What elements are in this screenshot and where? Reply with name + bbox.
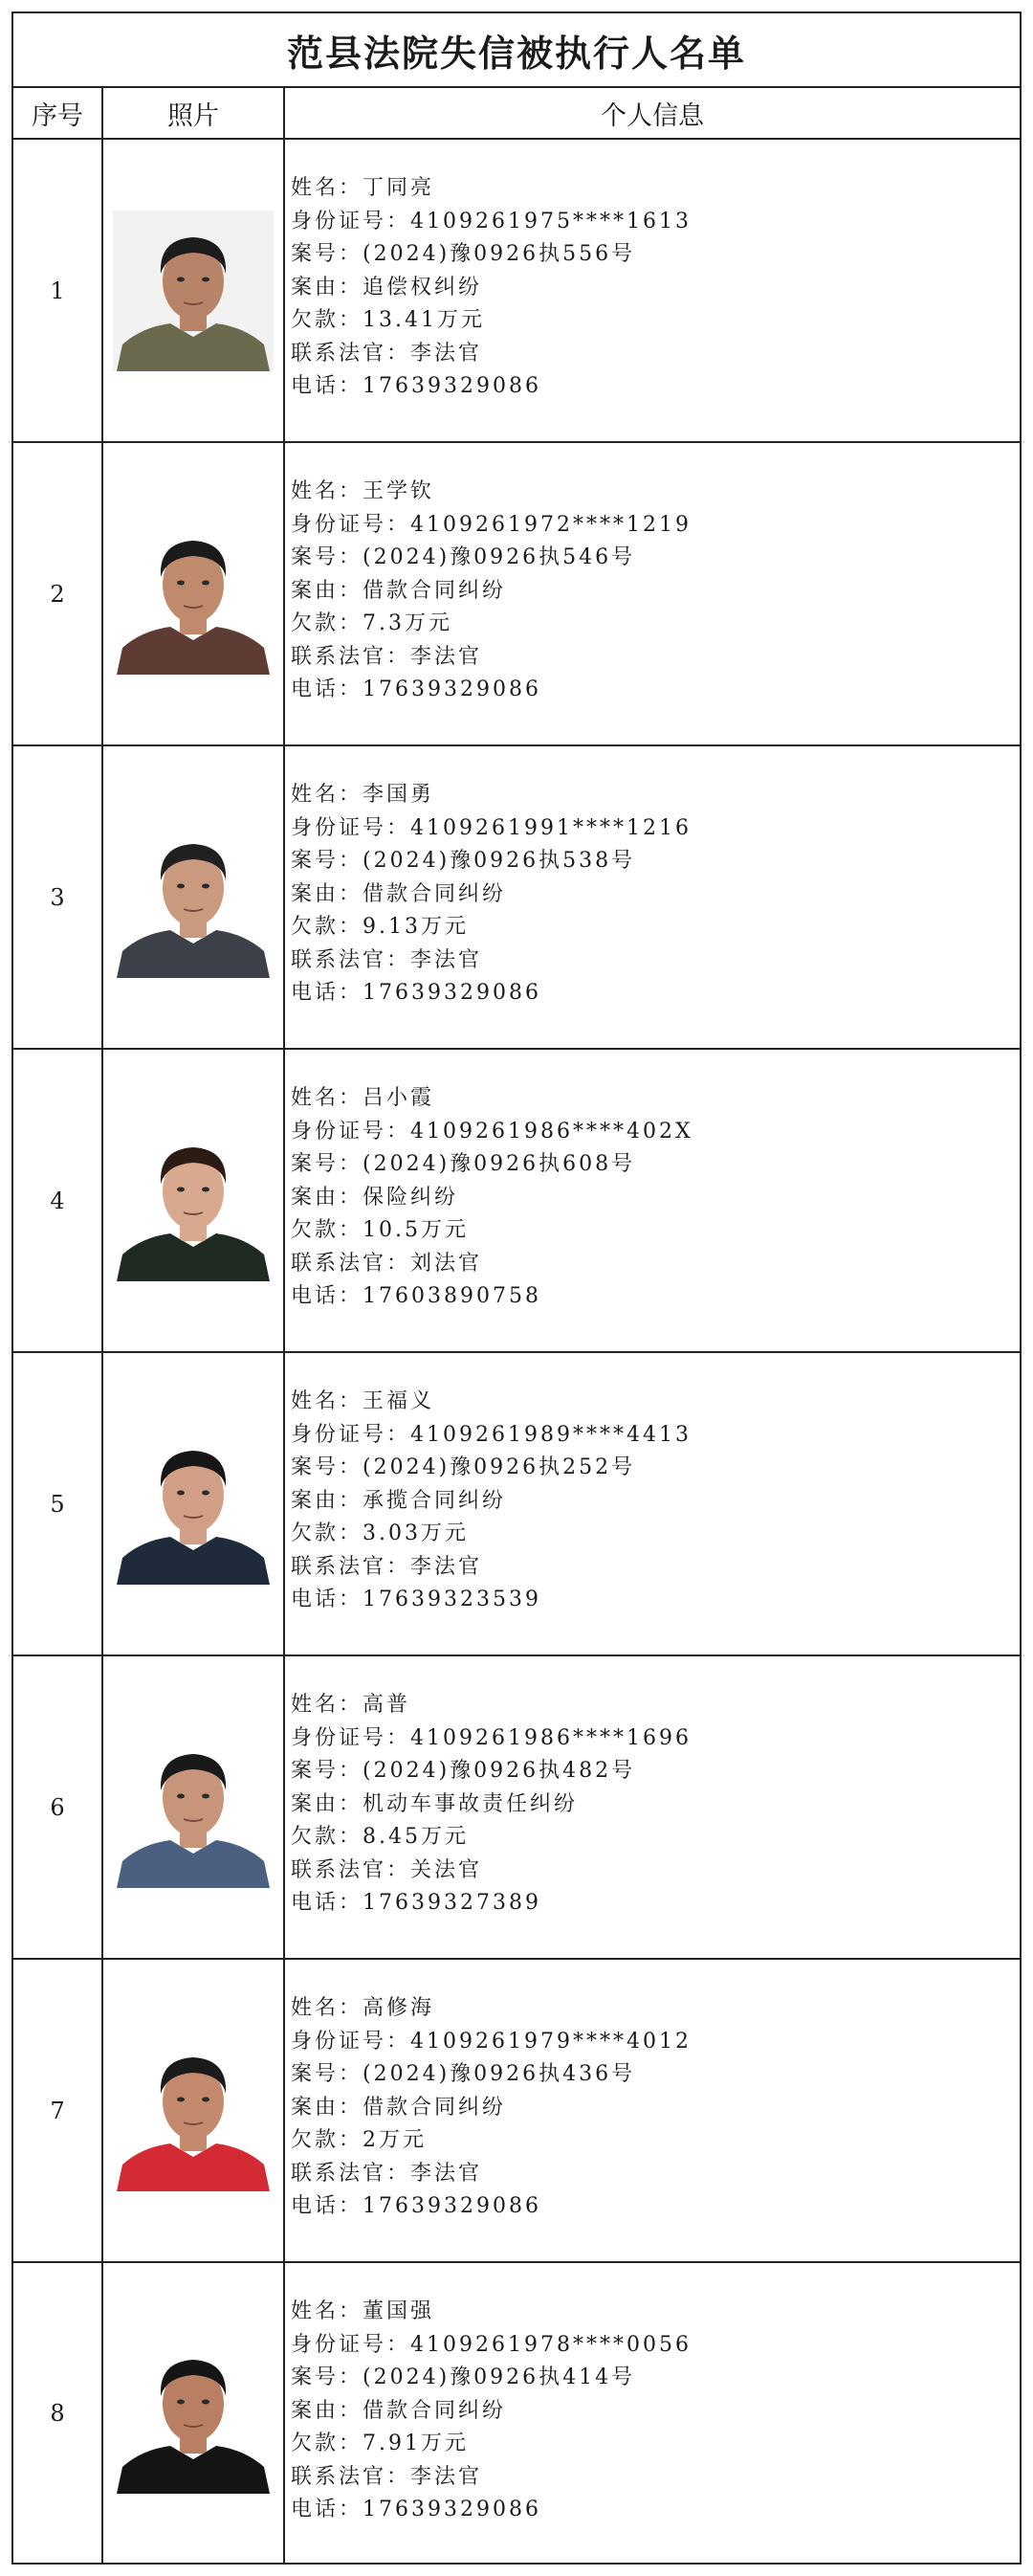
photo-cell xyxy=(103,1656,285,1958)
row-index-value: 6 xyxy=(50,1793,65,1821)
person-avatar-icon xyxy=(113,2333,274,2494)
header-index: 序号 xyxy=(13,88,103,138)
phone-line xyxy=(291,1887,1020,1921)
field-name: 李国勇 xyxy=(363,783,435,807)
field-debt: 7.3万元 xyxy=(363,611,453,635)
field-judge: 李法官 xyxy=(410,341,483,366)
field-phone: 17639329086 xyxy=(363,981,541,1005)
label-name: 姓名： xyxy=(291,783,363,807)
label-id: 身份证号： xyxy=(291,1422,411,1447)
row-index xyxy=(13,746,103,1048)
row-index xyxy=(13,1656,103,1958)
label-cause: 案由： xyxy=(291,1791,363,1816)
field-judge: 刘法官 xyxy=(410,1251,483,1276)
phone-line xyxy=(291,1584,1020,1617)
label-phone: 电话： xyxy=(291,1588,363,1611)
label-name: 姓名： xyxy=(291,2299,363,2323)
field-name: 吕小霞 xyxy=(363,1086,435,1110)
field-phone: 17639327389 xyxy=(363,1891,541,1915)
judge-line xyxy=(291,944,1020,978)
label-id: 身份证号： xyxy=(291,1725,411,1750)
judge-line xyxy=(291,1854,1020,1888)
row-index-value: 4 xyxy=(50,1187,65,1214)
photo-cell xyxy=(103,1353,285,1654)
table-row xyxy=(13,1050,1020,1353)
field-case: (2024)豫0926执414号 xyxy=(363,2365,636,2389)
phone-line xyxy=(291,2494,1020,2527)
header-photo: 照片 xyxy=(103,88,285,138)
label-case: 案号： xyxy=(291,2062,363,2086)
cause-line xyxy=(291,575,1020,609)
field-cause: 承揽合同纠纷 xyxy=(363,1488,507,1513)
field-case: (2024)豫0926执252号 xyxy=(363,1455,636,1479)
label-judge: 联系法官： xyxy=(291,1554,411,1579)
phone-line xyxy=(291,674,1020,707)
judge-line xyxy=(291,338,1020,371)
label-phone: 电话： xyxy=(291,2194,363,2218)
field-debt: 8.45万元 xyxy=(363,1825,470,1849)
person-photo xyxy=(113,514,274,675)
label-judge: 联系法官： xyxy=(291,644,411,669)
info-cell xyxy=(285,1050,1020,1351)
person-avatar-icon xyxy=(113,211,274,371)
label-id: 身份证号： xyxy=(291,209,411,233)
label-phone: 电话： xyxy=(291,677,363,701)
label-debt: 欠款： xyxy=(291,1825,363,1849)
cause-line xyxy=(291,2092,1020,2125)
label-cause: 案由： xyxy=(291,2095,363,2120)
title-row xyxy=(13,13,1020,88)
field-name: 丁同亮 xyxy=(363,176,435,200)
person-avatar-icon xyxy=(113,1424,274,1585)
row-index-value: 1 xyxy=(50,277,65,304)
person-photo xyxy=(113,211,274,371)
name-line xyxy=(291,1386,1020,1419)
case-line xyxy=(291,238,1020,272)
id-line xyxy=(291,1722,1020,1756)
judge-line xyxy=(291,2158,1020,2191)
person-photo xyxy=(113,817,274,978)
id-line xyxy=(291,1419,1020,1453)
field-phone: 17639329086 xyxy=(363,2194,541,2218)
table-row xyxy=(13,443,1020,746)
debt-line xyxy=(291,1214,1020,1248)
label-cause: 案由： xyxy=(291,275,363,300)
case-line xyxy=(291,2058,1020,2092)
label-judge: 联系法官： xyxy=(291,947,411,972)
info-cell xyxy=(285,1656,1020,1958)
label-cause: 案由： xyxy=(291,1488,363,1513)
field-id: 4109261975****1613 xyxy=(410,209,692,233)
phone-line xyxy=(291,1280,1020,1314)
field-name: 王学钦 xyxy=(363,479,435,503)
label-judge: 联系法官： xyxy=(291,341,411,366)
name-line xyxy=(291,1992,1020,2026)
name-line xyxy=(291,2296,1020,2329)
field-case: (2024)豫0926执556号 xyxy=(363,242,636,266)
row-index-value: 8 xyxy=(50,2400,65,2427)
person-photo xyxy=(113,1121,274,1281)
field-id: 4109261986****402X xyxy=(410,1119,693,1144)
judge-line xyxy=(291,1551,1020,1585)
person-photo xyxy=(113,2031,274,2191)
field-cause: 借款合同纠纷 xyxy=(363,2095,507,2120)
person-photo xyxy=(113,1727,274,1888)
field-name: 高修海 xyxy=(363,1996,435,2020)
header-row xyxy=(13,88,1020,140)
field-debt: 3.03万元 xyxy=(363,1521,470,1545)
field-phone: 17639329086 xyxy=(363,374,541,398)
field-debt: 10.5万元 xyxy=(363,1218,470,1242)
page-title: 范县法院失信被执行人名单 xyxy=(286,31,746,75)
info-cell xyxy=(285,746,1020,1048)
debt-line xyxy=(291,304,1020,338)
field-case: (2024)豫0926执546号 xyxy=(363,545,636,569)
case-line xyxy=(291,542,1020,575)
row-index xyxy=(13,1960,103,2261)
field-cause: 追偿权纠纷 xyxy=(363,275,483,300)
label-id: 身份证号： xyxy=(291,815,411,840)
info-cell xyxy=(285,140,1020,441)
info-cell xyxy=(285,1960,1020,2261)
field-judge: 李法官 xyxy=(410,1554,483,1579)
name-line xyxy=(291,1082,1020,1116)
debt-line xyxy=(291,911,1020,944)
row-index xyxy=(13,1050,103,1351)
label-name: 姓名： xyxy=(291,1086,363,1110)
table-row xyxy=(13,2263,1020,2564)
label-debt: 欠款： xyxy=(291,1218,363,1242)
id-line xyxy=(291,2329,1020,2363)
field-debt: 2万元 xyxy=(363,2128,428,2152)
id-line xyxy=(291,206,1020,239)
field-phone: 17639329086 xyxy=(363,2498,541,2521)
id-line xyxy=(291,2026,1020,2059)
field-debt: 9.13万元 xyxy=(363,915,470,939)
row-index xyxy=(13,140,103,441)
field-id: 4109261979****4012 xyxy=(410,2029,692,2054)
field-name: 王福义 xyxy=(363,1389,435,1413)
id-line xyxy=(291,509,1020,543)
person-avatar-icon xyxy=(113,2031,274,2191)
name-line xyxy=(291,779,1020,812)
judge-line xyxy=(291,2461,1020,2495)
label-id: 身份证号： xyxy=(291,512,411,537)
person-avatar-icon xyxy=(113,817,274,978)
label-case: 案号： xyxy=(291,2365,363,2389)
label-cause: 案由： xyxy=(291,1185,363,1210)
field-judge: 李法官 xyxy=(410,644,483,669)
field-case: (2024)豫0926执608号 xyxy=(363,1152,636,1176)
judge-line xyxy=(291,641,1020,675)
label-case: 案号： xyxy=(291,1152,363,1176)
cause-line xyxy=(291,878,1020,912)
field-cause: 机动车事故责任纠纷 xyxy=(363,1791,579,1816)
person-avatar-icon xyxy=(113,1121,274,1281)
field-cause: 保险纠纷 xyxy=(363,1185,459,1210)
row-index-value: 2 xyxy=(50,580,65,608)
label-id: 身份证号： xyxy=(291,2332,411,2357)
field-cause: 借款合同纠纷 xyxy=(363,2398,507,2423)
field-case: (2024)豫0926执538号 xyxy=(363,849,636,873)
field-phone: 17603890758 xyxy=(363,1284,541,1308)
label-cause: 案由： xyxy=(291,881,363,906)
label-cause: 案由： xyxy=(291,2398,363,2423)
info-cell xyxy=(285,2263,1020,2564)
label-debt: 欠款： xyxy=(291,1521,363,1545)
debt-line xyxy=(291,1821,1020,1854)
phone-line xyxy=(291,2190,1020,2224)
photo-cell xyxy=(103,2263,285,2564)
debt-line xyxy=(291,2428,1020,2461)
person-photo xyxy=(113,2333,274,2494)
debt-line xyxy=(291,608,1020,641)
field-debt: 7.91万元 xyxy=(363,2432,470,2455)
photo-cell xyxy=(103,1960,285,2261)
debtor-list-table xyxy=(11,11,1022,2565)
row-index-value: 5 xyxy=(50,1490,65,1518)
label-judge: 联系法官： xyxy=(291,2464,411,2489)
field-phone: 17639329086 xyxy=(363,677,541,701)
name-line xyxy=(291,476,1020,509)
field-case: (2024)豫0926执436号 xyxy=(363,2062,636,2086)
table-body xyxy=(13,140,1020,2564)
label-name: 姓名： xyxy=(291,1996,363,2020)
field-id: 4109261989****4413 xyxy=(410,1422,692,1447)
label-debt: 欠款： xyxy=(291,2128,363,2152)
label-phone: 电话： xyxy=(291,1284,363,1308)
phone-line xyxy=(291,370,1020,404)
cause-line xyxy=(291,2395,1020,2429)
phone-line xyxy=(291,977,1020,1010)
row-index-value: 7 xyxy=(50,2097,65,2124)
cause-line xyxy=(291,1485,1020,1519)
label-case: 案号： xyxy=(291,545,363,569)
table-row xyxy=(13,1353,1020,1656)
field-id: 4109261978****0056 xyxy=(410,2332,692,2357)
field-id: 4109261972****1219 xyxy=(410,512,692,537)
cause-line xyxy=(291,1182,1020,1215)
field-judge: 李法官 xyxy=(410,2161,483,2186)
label-debt: 欠款： xyxy=(291,308,363,332)
label-judge: 联系法官： xyxy=(291,1857,411,1882)
debt-line xyxy=(291,2124,1020,2158)
row-index xyxy=(13,2263,103,2564)
label-judge: 联系法官： xyxy=(291,2161,411,2186)
debt-line xyxy=(291,1518,1020,1551)
label-judge: 联系法官： xyxy=(291,1251,411,1276)
cause-line xyxy=(291,272,1020,305)
field-phone: 17639323539 xyxy=(363,1588,541,1611)
field-judge: 李法官 xyxy=(410,947,483,972)
photo-cell xyxy=(103,746,285,1048)
person-avatar-icon xyxy=(113,514,274,675)
label-phone: 电话： xyxy=(291,374,363,398)
label-case: 案号： xyxy=(291,1455,363,1479)
row-index xyxy=(13,443,103,744)
case-line xyxy=(291,1755,1020,1788)
person-photo xyxy=(113,1424,274,1585)
case-line xyxy=(291,2362,1020,2395)
info-cell xyxy=(285,1353,1020,1654)
row-index xyxy=(13,1353,103,1654)
field-judge: 李法官 xyxy=(410,2464,483,2489)
field-name: 高普 xyxy=(363,1693,411,1717)
name-line xyxy=(291,1689,1020,1722)
label-name: 姓名： xyxy=(291,1693,363,1717)
label-phone: 电话： xyxy=(291,2498,363,2521)
photo-cell xyxy=(103,1050,285,1351)
label-name: 姓名： xyxy=(291,479,363,503)
info-cell xyxy=(285,443,1020,744)
label-phone: 电话： xyxy=(291,1891,363,1915)
label-id: 身份证号： xyxy=(291,2029,411,2054)
case-line xyxy=(291,1148,1020,1182)
id-line xyxy=(291,812,1020,846)
label-name: 姓名： xyxy=(291,176,363,200)
field-id: 4109261986****1696 xyxy=(410,1725,692,1750)
photo-cell xyxy=(103,443,285,744)
field-name: 董国强 xyxy=(363,2299,435,2323)
field-case: (2024)豫0926执482号 xyxy=(363,1759,636,1783)
header-info: 个人信息 xyxy=(601,100,704,131)
field-cause: 借款合同纠纷 xyxy=(363,578,507,603)
name-line xyxy=(291,172,1020,206)
id-line xyxy=(291,1116,1020,1149)
label-case: 案号： xyxy=(291,242,363,266)
label-debt: 欠款： xyxy=(291,611,363,635)
person-avatar-icon xyxy=(113,1727,274,1888)
label-debt: 欠款： xyxy=(291,2432,363,2455)
table-row xyxy=(13,140,1020,443)
field-cause: 借款合同纠纷 xyxy=(363,881,507,906)
label-phone: 电话： xyxy=(291,981,363,1005)
table-row xyxy=(13,1656,1020,1960)
field-id: 4109261991****1216 xyxy=(410,815,692,840)
table-row xyxy=(13,746,1020,1050)
label-case: 案号： xyxy=(291,1759,363,1783)
label-debt: 欠款： xyxy=(291,915,363,939)
field-judge: 关法官 xyxy=(410,1857,483,1882)
photo-cell xyxy=(103,140,285,441)
case-line xyxy=(291,1452,1020,1485)
row-index-value: 3 xyxy=(50,883,65,911)
label-name: 姓名： xyxy=(291,1389,363,1413)
judge-line xyxy=(291,1248,1020,1281)
table-row xyxy=(13,1960,1020,2263)
case-line xyxy=(291,845,1020,878)
label-cause: 案由： xyxy=(291,578,363,603)
field-debt: 13.41万元 xyxy=(363,308,485,332)
label-case: 案号： xyxy=(291,849,363,873)
cause-line xyxy=(291,1788,1020,1822)
label-id: 身份证号： xyxy=(291,1119,411,1144)
